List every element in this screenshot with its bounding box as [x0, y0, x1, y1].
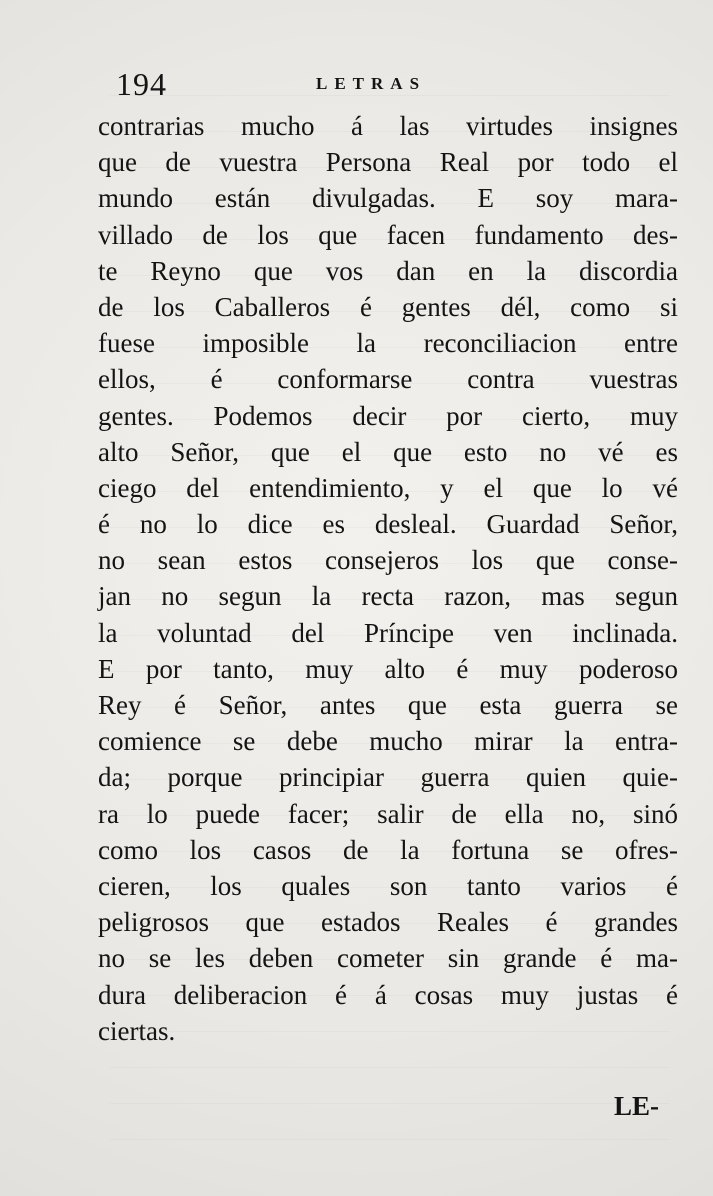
text-line: de los Caballeros é gentes dél, como si [98, 291, 678, 322]
text-line: alto Señor, que el que esto no vé es [98, 436, 678, 467]
text-line: peligrosos que estados Reales é grandes [98, 907, 678, 938]
text-line: cieren, los quales son tanto varios é [98, 870, 678, 901]
text-line: ellos, é conformarse contra vuestras [98, 364, 678, 395]
text-line: dura deliberacion é á cosas muy justas é [98, 979, 678, 1010]
text-line: la voluntad del Príncipe ven inclinada. [98, 617, 678, 648]
text-line: mundo están divulgadas. E soy mara- [98, 183, 678, 214]
text-line: que de vuestra Persona Real por todo el [98, 147, 678, 178]
text-line: fuese imposible la reconciliacion entre [98, 328, 678, 359]
text-line: no sean estos consejeros los que conse- [98, 545, 678, 576]
text-line: E por tanto, muy alto é muy poderoso [98, 653, 678, 684]
page-header [98, 64, 678, 108]
text-line-last: ciertas. [98, 1015, 176, 1046]
text-line: ciego del entendimiento, y el que lo vé [98, 472, 678, 503]
text-line: contrarias mucho á las virtudes insignes [98, 111, 678, 141]
catchword: LE- [614, 1091, 660, 1121]
body-text [98, 108, 678, 1049]
text-line: é no lo dice es desleal. Guardad Señor, [98, 509, 678, 540]
text-line: como los casos de la fortuna se ofres- [98, 834, 678, 865]
text-line: villado de los que facen fundamento des- [98, 219, 678, 250]
text-line: comience se debe mucho mirar la entra- [98, 726, 678, 757]
text-line: gentes. Podemos decir por cierto, muy [98, 400, 678, 431]
page-number: 194 [116, 66, 167, 102]
running-head: LETRAS [316, 74, 427, 93]
text-line: no se les deben cometer sin grande é ma- [98, 943, 678, 974]
text-line: jan no segun la recta razon, mas segun [98, 581, 678, 612]
text-line: te Reyno que vos dan en la discordia [98, 255, 678, 286]
text-line: ra lo puede facer; salir de ella no, sinó [98, 798, 678, 829]
text-line: Rey é Señor, antes que esta guerra se [98, 690, 678, 720]
text-line: da; porque principiar guerra quien quie- [98, 762, 678, 793]
